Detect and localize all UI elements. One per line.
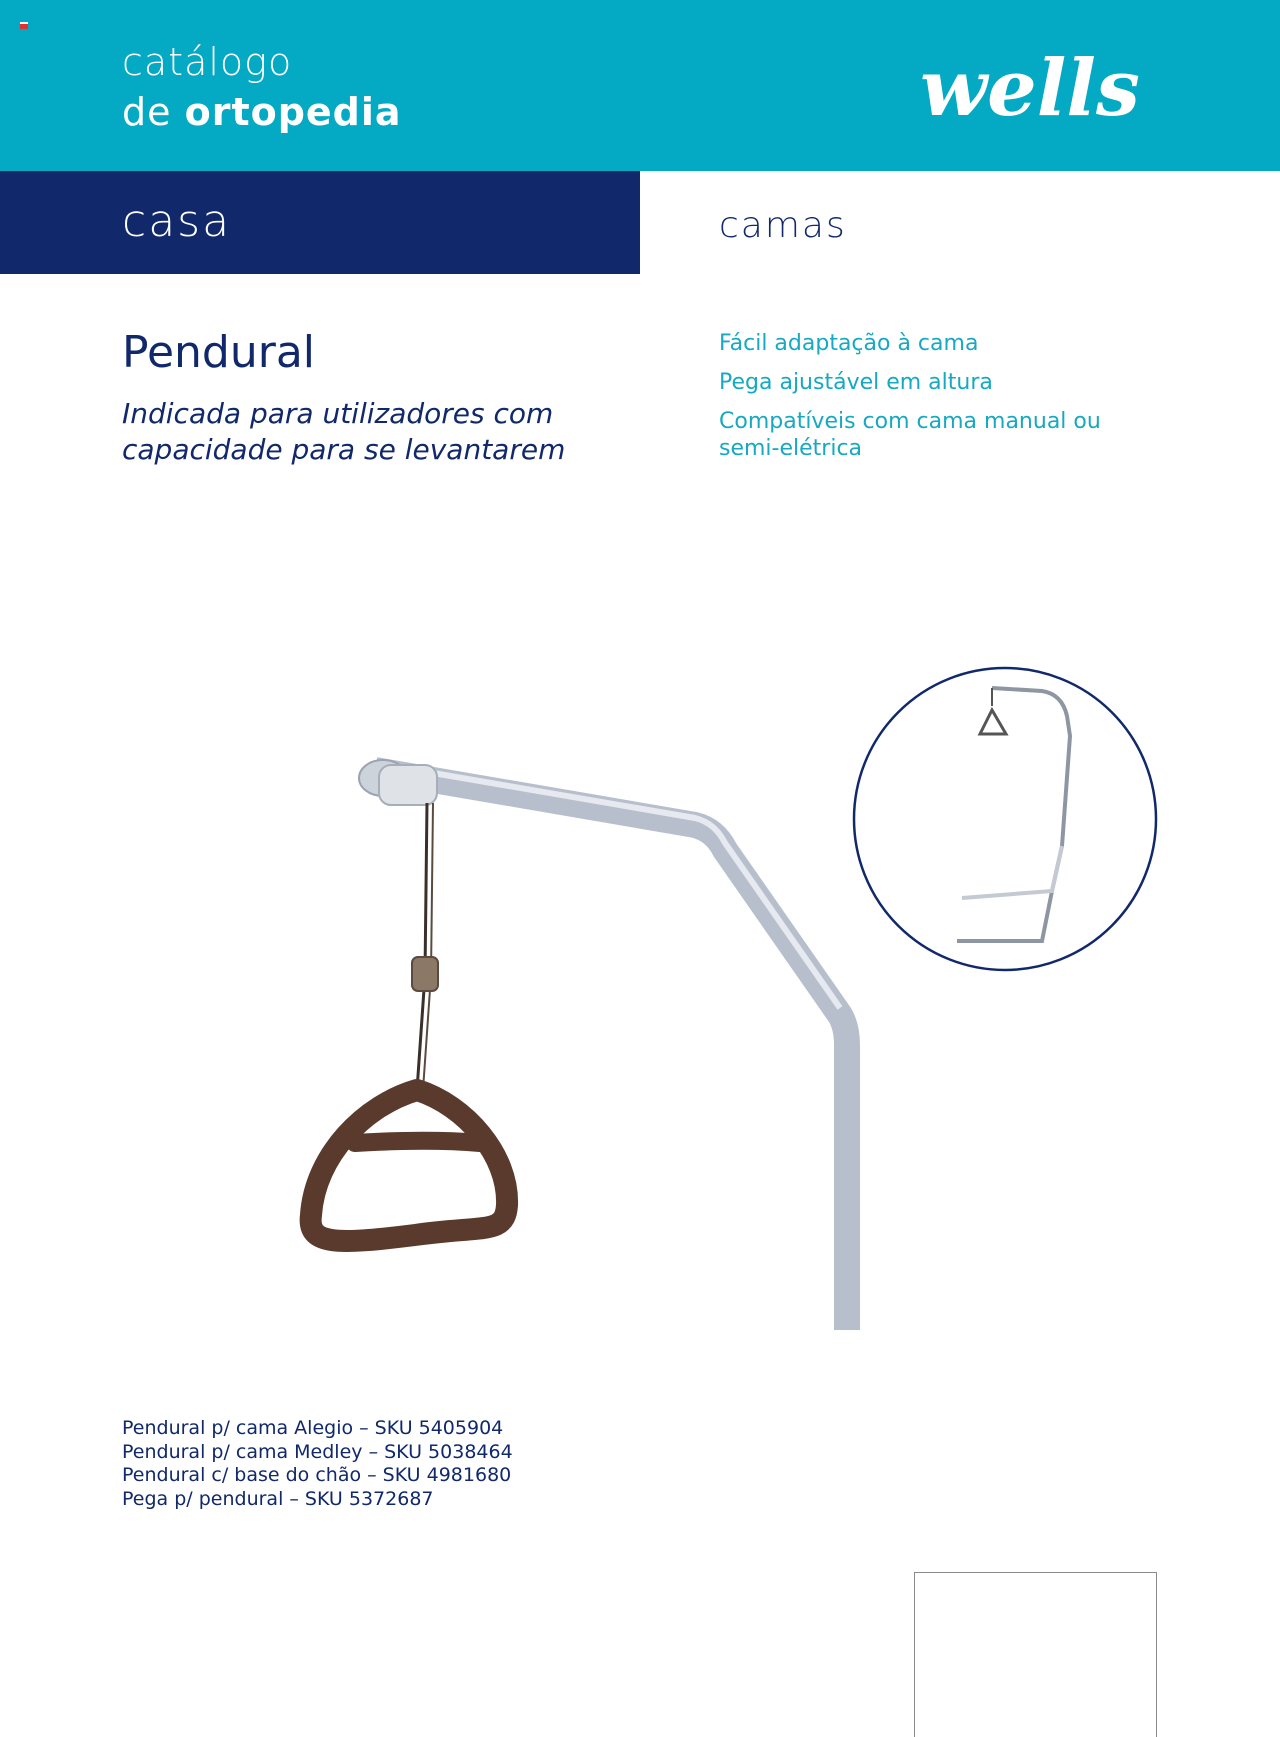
trapeze-arm bbox=[375, 770, 847, 1330]
catalog-prefix: de bbox=[122, 90, 172, 134]
sku-item: Pega p/ pendural – SKU 5372687 bbox=[122, 1487, 434, 1510]
product-subtitle: Indicada para utilizadores com capacidade para se levantarem bbox=[122, 397, 566, 466]
handle-grip bbox=[355, 1141, 480, 1143]
floor-stand-trapeze-photo bbox=[852, 666, 1158, 972]
sku-item: Pendural p/ cama Alegio – SKU 5405904 bbox=[122, 1417, 504, 1439]
feature-item: Compatíveis com cama manual ou semi-elétrica bbox=[719, 409, 1101, 461]
catalog-title-line1: catálogo bbox=[122, 40, 293, 84]
sku-item: Pendural p/ cama Medley – SKU 5038464 bbox=[122, 1440, 513, 1463]
sku-item: Pendural c/ base do chão – SKU 4981680 bbox=[122, 1464, 512, 1486]
feature-item: Pega ajustável em altura bbox=[719, 370, 993, 395]
catalog-bold: ortopedia bbox=[184, 90, 402, 134]
code-placeholder-box bbox=[914, 1572, 1157, 1737]
category-label: casa bbox=[122, 196, 232, 247]
flag-icon bbox=[20, 22, 28, 29]
brand-text: wells bbox=[920, 43, 1140, 134]
feature-list bbox=[719, 330, 1139, 474]
wells-logo bbox=[915, 35, 1165, 135]
handle-ring bbox=[311, 1090, 507, 1241]
trapeze-bar-photo bbox=[295, 745, 865, 1335]
category-band bbox=[0, 171, 640, 274]
subcategory-label: camas bbox=[719, 205, 847, 246]
header-banner bbox=[0, 0, 1280, 171]
hanger-block bbox=[379, 765, 437, 805]
product-title: Pendural bbox=[122, 327, 316, 378]
catalog-title-line2 bbox=[122, 90, 402, 134]
buckle bbox=[412, 957, 438, 991]
inset-circle-border bbox=[854, 668, 1156, 970]
sku-list bbox=[122, 1417, 513, 1511]
feature-item: Fácil adaptação à cama bbox=[719, 331, 979, 356]
